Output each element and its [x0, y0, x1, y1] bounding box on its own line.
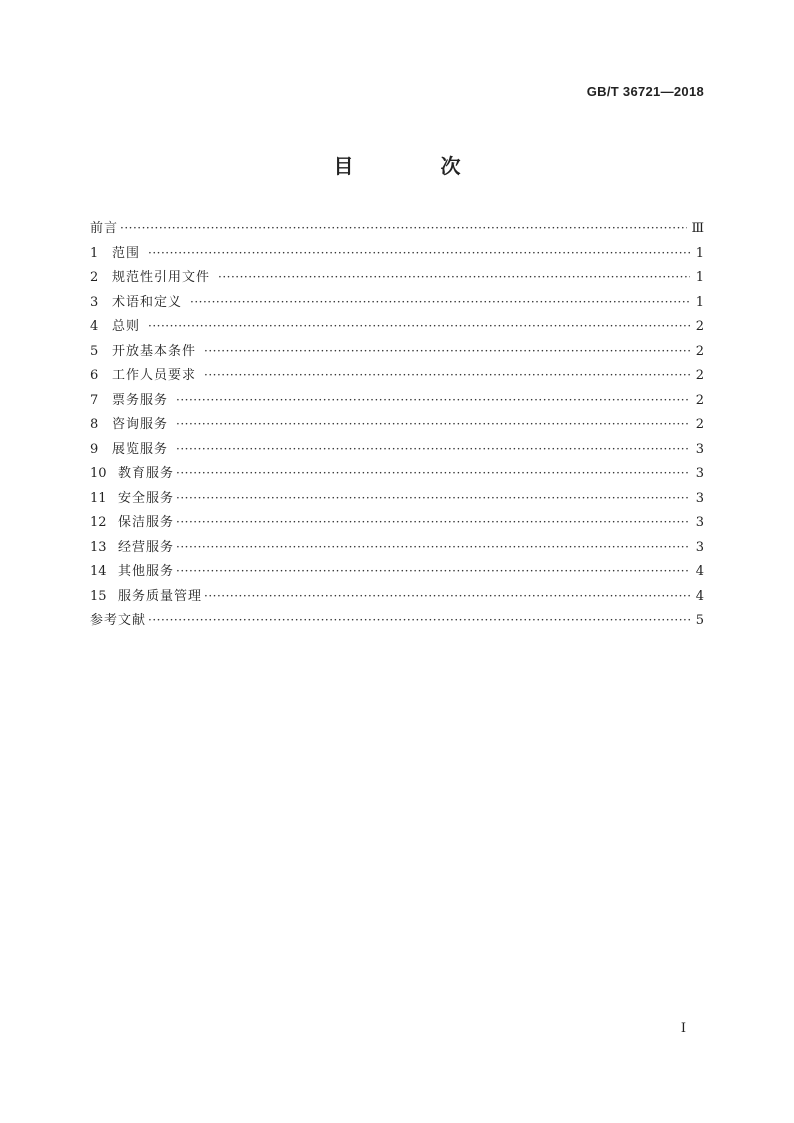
toc-page-number: 3	[695, 490, 704, 506]
toc-number: 13	[90, 539, 107, 555]
toc-page-number: 4	[695, 588, 704, 604]
toc-number: 15	[90, 588, 107, 604]
toc-number: 12	[90, 515, 107, 530]
toc-leader-dots	[176, 559, 690, 584]
toc-page-number: 3	[695, 441, 704, 457]
toc-page-number: 1	[695, 294, 704, 310]
toc-leader-dots	[204, 363, 690, 388]
toc-label: 教育服务	[118, 466, 175, 481]
toc-entry-6[interactable]	[90, 363, 704, 388]
toc-number: 6	[90, 368, 99, 383]
toc-label: 服务质量管理	[118, 588, 203, 604]
toc-leader-dots	[176, 486, 690, 511]
toc-entry-8[interactable]	[90, 412, 704, 437]
toc-label: 范围	[112, 245, 141, 261]
toc-page-number: 2	[695, 319, 704, 334]
toc-entry-3[interactable]	[90, 290, 704, 315]
toc-label: 保洁服务	[118, 515, 175, 530]
toc-leader-dots	[176, 535, 690, 560]
toc-label: 前言	[90, 221, 119, 236]
toc-entry-12[interactable]	[90, 510, 704, 535]
toc-label: 术语和定义	[112, 294, 183, 310]
toc-number: 4	[90, 319, 99, 334]
standard-code: GB/T 36721—2018	[586, 84, 704, 99]
toc-page-number: 3	[695, 466, 704, 481]
toc-page-number: 3	[695, 539, 704, 555]
toc-page-number: 3	[695, 515, 704, 530]
toc-entry-9[interactable]	[90, 437, 704, 462]
toc-leader-dots	[204, 584, 690, 609]
toc-page-number: 2	[695, 368, 704, 383]
toc-leader-dots	[148, 241, 690, 266]
toc-entry-4[interactable]	[90, 314, 704, 339]
toc-label: 其他服务	[118, 564, 175, 579]
toc-entry-2[interactable]	[90, 265, 704, 290]
toc-entry-7[interactable]	[90, 388, 704, 413]
toc-label: 经营服务	[118, 539, 175, 555]
toc-entry-14[interactable]	[90, 559, 704, 584]
toc-leader-dots	[176, 437, 690, 462]
toc-label: 工作人员要求	[112, 368, 197, 383]
toc-label: 安全服务	[118, 490, 175, 506]
toc-number: 8	[90, 417, 99, 432]
toc-leader-dots	[176, 412, 690, 437]
toc-page-number: 2	[695, 343, 704, 359]
page-number: Ⅰ	[680, 1021, 686, 1036]
toc-leader-dots	[148, 314, 690, 339]
toc-entry-15[interactable]	[90, 584, 704, 609]
toc-entry-5[interactable]	[90, 339, 704, 364]
toc-page-number: 2	[695, 417, 704, 432]
toc-label: 开放基本条件	[112, 343, 197, 359]
toc-entry-references[interactable]	[90, 608, 704, 633]
toc-number: 7	[90, 392, 99, 408]
toc-number: 1	[90, 245, 99, 261]
toc-entry-10[interactable]	[90, 461, 704, 486]
toc-page-number: 1	[695, 245, 704, 261]
toc-label: 参考文献	[90, 613, 147, 628]
toc-label: 规范性引用文件	[112, 270, 211, 285]
toc-label: 咨询服务	[112, 417, 169, 432]
toc-label: 展览服务	[112, 441, 169, 457]
toc-number: 14	[90, 564, 107, 579]
toc-leader-dots	[176, 510, 690, 535]
toc-label: 总则	[112, 319, 141, 334]
toc-entry-13[interactable]	[90, 535, 704, 560]
toc-page-number: Ⅲ	[691, 221, 704, 236]
toc-leader-dots	[204, 339, 690, 364]
toc-number: 3	[90, 294, 99, 310]
toc-page-number: 1	[695, 270, 704, 285]
toc-leader-dots	[120, 216, 687, 241]
toc-leader-dots	[190, 290, 690, 315]
toc-page-number: 5	[695, 613, 704, 628]
toc-entry-foreword[interactable]	[90, 216, 704, 241]
table-of-contents	[90, 216, 704, 633]
toc-leader-dots	[176, 461, 690, 486]
toc-number: 2	[90, 270, 99, 285]
toc-leader-dots	[176, 388, 690, 413]
toc-page-number: 4	[695, 564, 704, 579]
toc-page-number: 2	[695, 392, 704, 408]
toc-entry-11[interactable]	[90, 486, 704, 511]
page-title: 目 次	[333, 154, 501, 178]
toc-number: 11	[90, 490, 107, 506]
toc-label: 票务服务	[112, 392, 169, 408]
toc-number: 10	[90, 466, 107, 481]
toc-entry-1[interactable]	[90, 241, 704, 266]
toc-number: 5	[90, 343, 99, 359]
toc-leader-dots	[148, 608, 690, 633]
toc-number: 9	[90, 441, 99, 457]
toc-leader-dots	[218, 265, 690, 290]
